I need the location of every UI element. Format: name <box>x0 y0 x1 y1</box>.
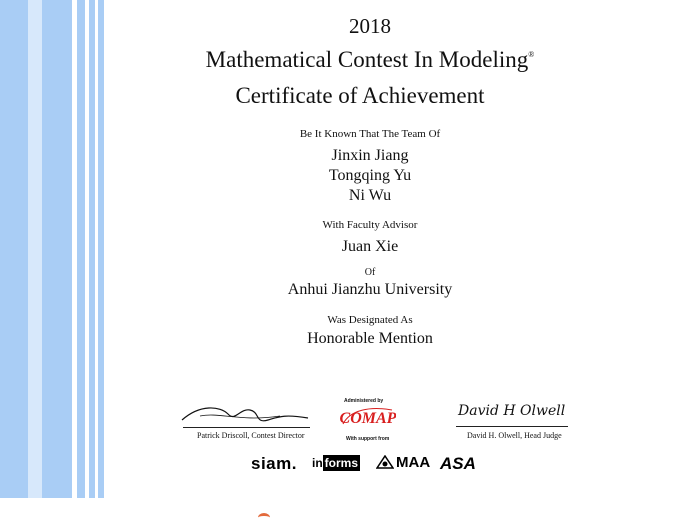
designated-label: Was Designated As <box>327 314 413 326</box>
judge-caption: David H. Olwell, Head Judge <box>467 431 562 440</box>
team-member: Tongqing Yu <box>328 167 412 184</box>
decorative-mark <box>258 513 270 522</box>
contest-name-text: Mathematical Contest In Modeling <box>205 47 529 72</box>
maa-text: MAA <box>396 454 431 471</box>
advisor-name: Juan Xie <box>341 238 399 255</box>
certificate-title: Certificate of Achievement <box>235 83 485 108</box>
decorative-stripe <box>89 0 95 498</box>
of-label: Of <box>364 267 376 278</box>
signature-line <box>183 427 310 428</box>
team-member: Jinxin Jiang <box>331 147 409 164</box>
certificate-year: 2018 <box>349 14 391 38</box>
comap-logo <box>340 404 396 428</box>
asa-logo: ASA <box>440 454 476 473</box>
administered-by-text: Administered by <box>344 398 384 404</box>
informs-prefix: in <box>312 456 323 470</box>
director-signature <box>180 402 310 428</box>
decorative-stripe <box>77 0 85 498</box>
registered-mark: ® <box>528 50 535 59</box>
award-name: Honorable Mention <box>307 330 433 347</box>
signature-line <box>456 426 568 427</box>
team-member: Ni Wu <box>348 187 392 204</box>
contest-name <box>120 47 620 73</box>
maa-logo <box>376 454 430 471</box>
support-from-text: With support from <box>346 436 390 442</box>
maa-emblem-icon <box>376 455 394 469</box>
decorative-stripe <box>98 0 104 498</box>
decorative-stripe <box>42 0 72 498</box>
university-name: Anhui Jianzhu University <box>287 281 453 298</box>
decorative-stripe <box>28 0 42 498</box>
decorative-stripe <box>0 0 28 498</box>
director-caption: Patrick Driscoll, Contest Director <box>197 431 305 440</box>
informs-box: forms <box>324 456 359 470</box>
siam-logo: siam. <box>251 454 297 473</box>
judge-signature: David H Olwell <box>458 403 566 419</box>
advisor-label: With Faculty Advisor <box>322 219 418 231</box>
team-lead-text: Be It Known That The Team Of <box>299 128 441 140</box>
informs-logo <box>312 455 360 471</box>
comap-logo-text: COMAP <box>340 410 396 427</box>
